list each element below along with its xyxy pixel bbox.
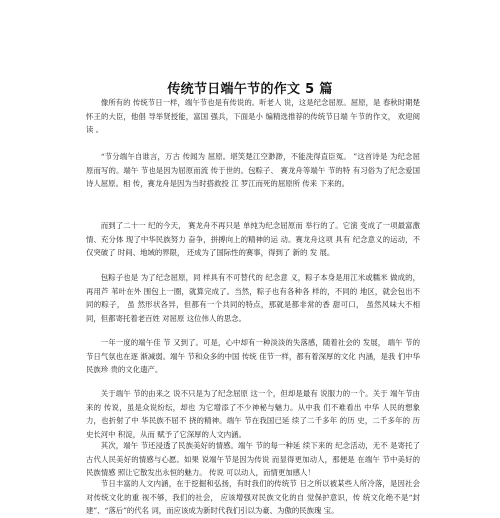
paragraph-4: 包粽子也是 为了纪念屈原，同 样具有不可替代的 纪念意 义，粽子本身是用江米或糯米 做成的，再用芦 苇叶在外 围包上一圈，就算完成了。当然，粽子也有各种各 样的，不同的 地区，就会包出不同的粽子， 虽 然形状各异，但都有一个共同的特点，那就是都非常的香 甜可口， 虽然风味大不相同，但都寄托着老百姓 对屈原 这位伟人的思念。 xyxy=(86,273,420,323)
paragraph-8: 节日丰富的人文内涵，在于挖掘和弘扬，有时我们的传统节 日之所以被某些人所冷落，是因社会 对传统文化的重 视不够，我们的社会， 应该增强对民族文化的自 觉保护意识，传 统文化绝不是“封建”、“落后”的代名 词，而应该成为新时代我们引以为豪、为傲的民族瑰 宝。 xyxy=(86,479,420,515)
paragraph-1: 像所有的 传统节日一样，端午节也是有传说的。听老人 说，这是纪念屈原。屈原，是 春秋时期楚怀王的大臣，他倡 导举贤授能，富国 强兵，下面是小 编精选推荐的传统节日端 午节的作文， 欢迎阅读 。 xyxy=(86,98,420,134)
paragraph-5: 一年一度的端午佳 节 又到了。可是，心中却有一种淡淡的失落感，随着社会的 发展， 端午 节的节日气氛也在逐 渐减弱。端午 节和众多的中国 传统 佳节一样，都有着深厚的文化 内涵，是我 们中华民族珍 贵的文化遗产。 xyxy=(86,338,420,374)
paragraph-3: 而到了二十一 纪的今天， 赛龙舟不再只是 单纯为纪念屈原而 举行的了。它演 变成了一项最富激情、充分体 现了中华民族努力 奋争，拼搏向上的精神的运 动。赛龙舟这项 具有 纪念意义的运动，不仅突破了 时间、地域的界限， 还成为了国际性的赛事，得到了 新的 发 展。 xyxy=(86,221,420,257)
paragraph-6: 关于端午 节的由来之 说不只是为了纪念屈原 这一个，但却是最有 说服力的一个。关于 端午节由来的 传说，虽是众说纷纭，却也 为它增添了不少神秘与魅力。从中我 们不难看出 中华 人民的想象力，也折射了中 华民族不屈不 挠的精神。端午 节在我国已延 续了二千多年 的历 史，二千多年的 历史长河中 积淀，从而 赋予了它深厚的人文内涵。 xyxy=(86,389,420,439)
paragraph-2: “节分端午自谁言，万古 传闻为 屈原。堪笑楚江空渺渺，不能洗得直臣冤。 ”这首诗是 为纪念屈原而写的。端午 节也是因为屈原而流 传于世的。包粽子、 赛龙舟等端午 节的特 有习俗为了纪念爱国诗人屈原。相 传，赛龙舟是因为当时搭救投 江 罗江而死的屈原所 传来 下来的。 xyxy=(86,152,420,188)
paragraph-7: 其次，端午 节还浸透了民族美好的情感。端午 节的每一种延 续下来的 纪念活动，无不 是寄托了古代人民美好的情感与心愿。如果 说端午节是因为传说 而显得更加动人，那便是 在端午 节中美好的民族情感 照让它散发出永恒的魅力。 传说 可以动人，而情更加感人！ xyxy=(86,441,420,477)
document-title: 传统节日端午节的作文 5 篇 xyxy=(167,82,333,97)
